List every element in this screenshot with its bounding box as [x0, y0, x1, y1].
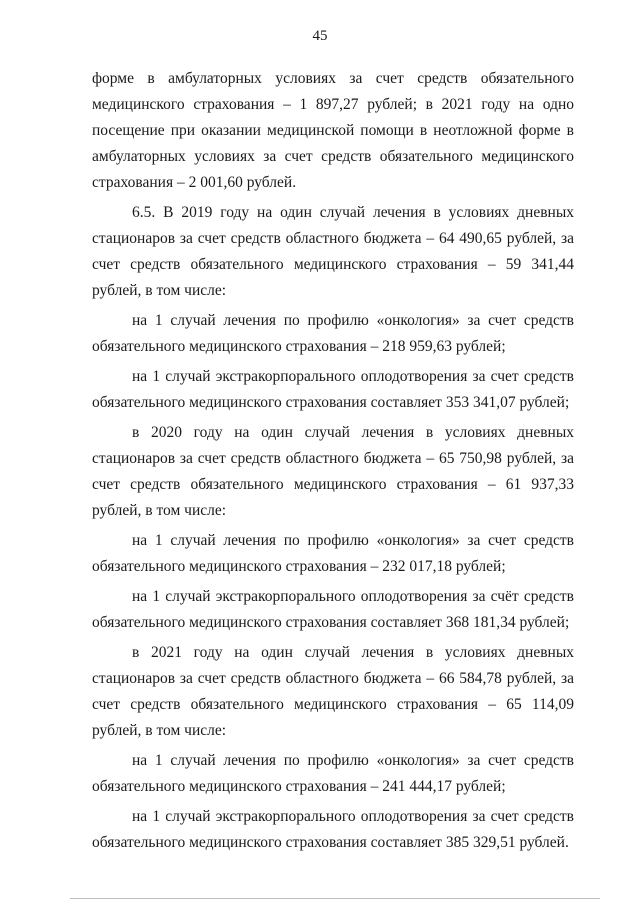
paragraph: на 1 случай экстракорпорального оплодотворения за счет средств обязательного медицинского страхования составляет 353 341,07 рублей; [92, 368, 574, 411]
document-body [92, 66, 574, 856]
paragraph: на 1 случай лечения по профилю «онкология» за счет средств обязательного медицинского страхования – 232 017,18 рублей; [92, 532, 574, 575]
page-number: 45 [312, 28, 328, 44]
paragraph: 6.5. В 2019 году на один случай лечения в условиях дневных стационаров за счет средств областного бюджета – 64 490,65 рублей, за счет средств обязательного медицинского страхования – 59 341,44 рублей, в том числе: [92, 204, 574, 299]
paragraph: на 1 случай экстракорпорального оплодотворения за счёт средств обязательного медицинского страхования составляет 368 181,34 рублей; [92, 588, 574, 631]
paragraph: на 1 случай экстракорпорального оплодотворения за счет средств обязательного медицинского страхования составляет 385 329,51 рублей. [92, 808, 574, 851]
paragraph: в 2021 году на один случай лечения в условиях дневных стационаров за счет средств областного бюджета – 66 584,78 рублей, за счет средств обязательного медицинского страхования – 65 114,09 рублей, в том числе: [92, 644, 574, 739]
paragraph: форме в амбулаторных условиях за счет средств обязательного медицинского страхования – 1 897,27 рублей; в 2021 году на одно посещение при оказании медицинской помощи в неотложной форме в амбулаторных условиях за счет средств обязательного медицинского страхования – 2 001,60 рублей. [92, 70, 574, 191]
paragraph: на 1 случай лечения по профилю «онкология» за счет средств обязательного медицинского страхования – 218 959,63 рублей; [92, 312, 574, 355]
paragraph: в 2020 году на один случай лечения в условиях дневных стационаров за счет средств областного бюджета – 65 750,98 рублей, за счет средств обязательного медицинского страхования – 61 937,33 рублей, в том числе: [92, 424, 574, 519]
paragraph: на 1 случай лечения по профилю «онкология» за счет средств обязательного медицинского страхования – 241 444,17 рублей; [92, 752, 574, 795]
page-bottom-edge [70, 898, 600, 899]
